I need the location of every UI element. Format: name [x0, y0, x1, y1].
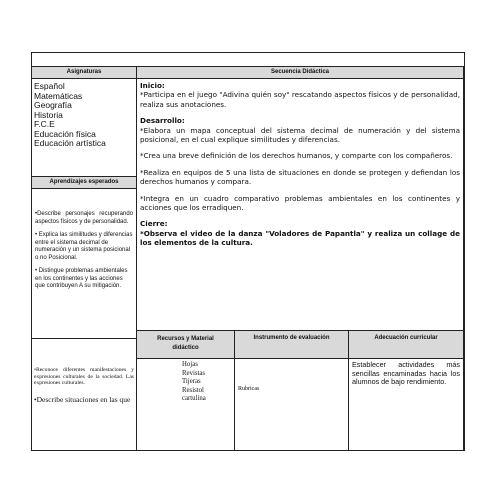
aprendizajes-list	[32, 189, 137, 339]
subject-item: Geografía	[34, 100, 72, 110]
top-empty-row	[32, 53, 464, 67]
instrumento-cell	[235, 359, 349, 451]
desarrollo-item: *Realiza en equipos de 5 una lista de situaciones en donde se protegen y defiendan los derechos humanos y compara.	[140, 167, 460, 187]
header-secuencia: Secuencia Didáctica	[137, 67, 464, 79]
subjects-list	[32, 79, 137, 177]
header-instrumento: Instrumento de evaluación	[235, 331, 349, 359]
subject-item: Matemáticas	[34, 90, 83, 101]
desarrollo-title: Desarrollo:	[140, 116, 185, 126]
aprendizaje-item: • Distingue problemas ambientales en los continentes y las acciones que contribuyen A su mitigación.	[35, 268, 128, 289]
header-asignaturas: Asignaturas	[32, 67, 137, 79]
recurso-item: Hojas	[182, 361, 198, 368]
lesson-plan-table	[31, 52, 465, 451]
header-adecuacion: Adecuación curricular	[349, 331, 464, 359]
desarrollo-item: *Elabora un mapa conceptual del sistema decimal de numeración y del sistema posicional, en el cual explique similitudes y diferencias.	[140, 125, 460, 145]
recursos-header-line: didáctico	[172, 345, 199, 351]
aprendizaje-item: •Reconoce diferentes manifestaciones y expresiones culturales de la sociedad. Las expresiones culturales.	[34, 367, 134, 387]
cierre-title: Cierre:	[140, 219, 168, 229]
subject-item: Educación artística	[34, 138, 106, 148]
instrumento-value: Rubricas	[238, 386, 260, 392]
recurso-item: Resistol	[182, 386, 204, 394]
recursos-header-line: Recursos y Material	[157, 336, 214, 342]
recurso-item: Tijeras	[182, 378, 201, 386]
aprendizaje-item: •Describe personajes recuperando aspectos físicos y de personalidad.	[35, 211, 133, 225]
subject-item: F.C.E	[34, 119, 55, 129]
cierre-text: *Observa el video de la danza "Voladores de Papantla" y realiza un collage de los elementos de la cultura.	[140, 228, 460, 248]
subject-item: Educación física	[34, 128, 96, 139]
secuencia-content	[137, 79, 464, 331]
inicio-title: Inicio:	[140, 81, 165, 90]
subject-item: Español	[34, 81, 65, 91]
recurso-item: cartulina	[182, 395, 206, 403]
header-aprendizajes: Aprendizajes esperados	[32, 177, 137, 189]
recursos-list	[137, 359, 235, 451]
header-recursos	[137, 331, 235, 359]
inicio-text: *Participa en el juego "Adivina quién soy" rescatando aspectos físicos y de personalidad, realiza sus anotaciones.	[140, 90, 460, 109]
aprendizaje-item: •Describe situaciones en las que	[34, 394, 131, 404]
subject-item: Historia	[34, 109, 63, 120]
recurso-item: Revistas	[182, 369, 206, 377]
aprendizaje-item: • Explica las similitudes y diferencias entre el sistema decimal de numeración y un sistema posicional o no Posicional.	[35, 232, 133, 261]
adecuacion-value: Establecer actividades más sencillas encaminadas hacia los alumnos de bajo rendimiento.	[349, 359, 464, 451]
aprendizajes-bottom	[32, 339, 137, 451]
desarrollo-item: *Crea una breve definición de los derechos humanos, y comparte con los compañeros.	[140, 151, 453, 161]
desarrollo-item: *Integra en un cuadro comparativo problemas ambientales en los continentes y acciones que los erradiquen.	[140, 193, 460, 213]
